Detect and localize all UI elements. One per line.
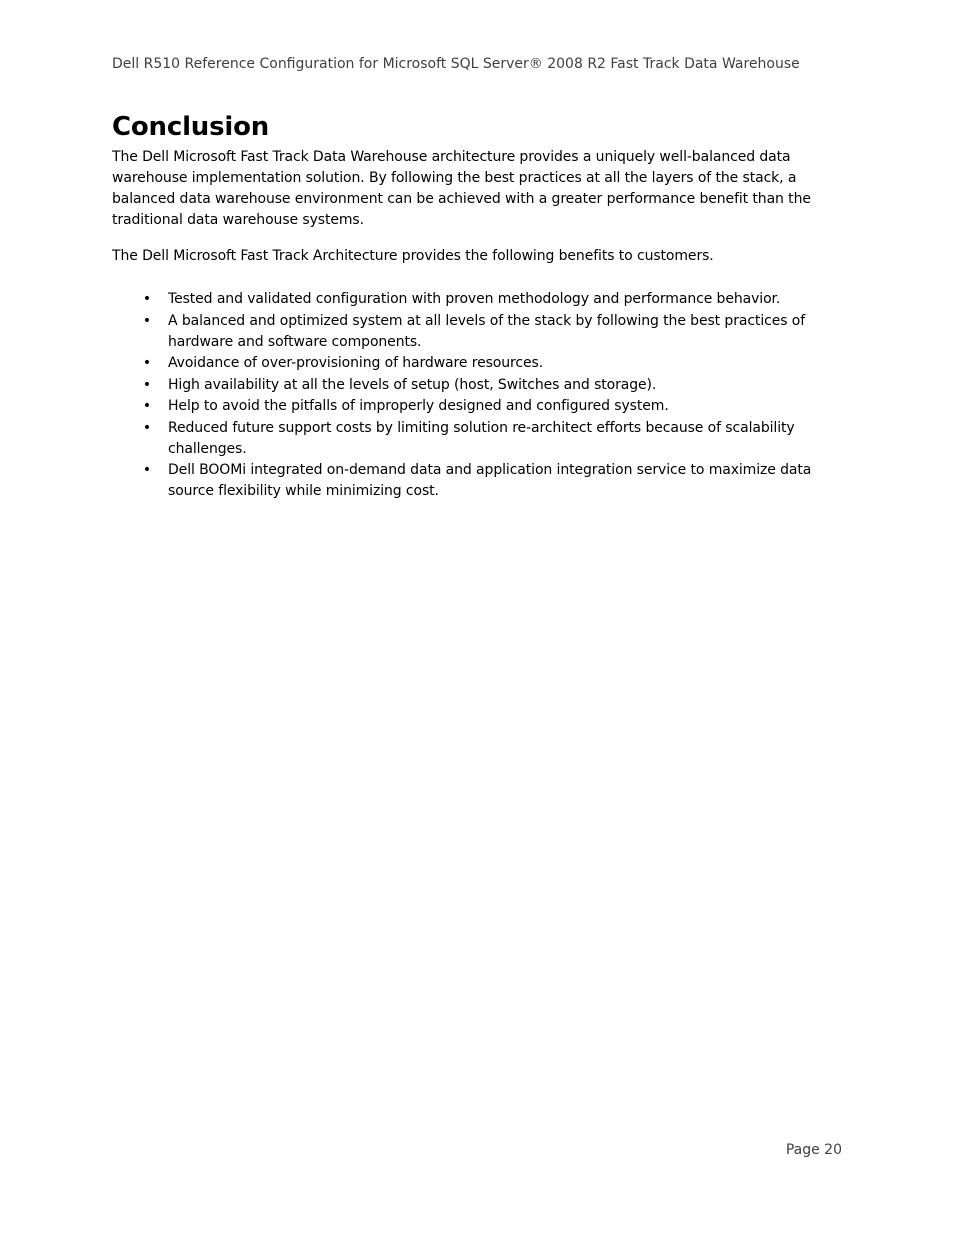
- bullet-icon: •: [142, 398, 152, 414]
- benefits-list: [112, 289, 842, 502]
- list-item-text: A balanced and optimized system at all levels of the stack by following the best practices of hardware and software components.: [168, 312, 806, 350]
- section-body: [112, 147, 842, 503]
- bullet-icon: •: [142, 419, 152, 436]
- list-item-text: High availability at all the levels of setup (host, Switches and storage).: [168, 376, 657, 393]
- section-title: Conclusion: [112, 112, 270, 142]
- list-item: [112, 418, 842, 460]
- list-item-text: Help to avoid the pitfalls of improperly designed and configured system.: [168, 398, 669, 414]
- bullet-icon: •: [142, 376, 152, 393]
- intro-paragraph: The Dell Microsoft Fast Track Data Warehouse architecture provides a uniquely well-balanced data warehouse implementation solution. By following the best practices at all the layers of the stack, a balanced data warehouse environment can be achieved with a greater performance benefit than the traditional data warehouse systems.: [112, 149, 811, 228]
- bullet-icon: •: [142, 355, 152, 371]
- list-item: [112, 375, 842, 396]
- list-item-text: Reduced future support costs by limiting solution re-architect efforts because of scalability challenges.: [168, 419, 795, 457]
- list-item: [112, 289, 842, 310]
- list-item-text: Avoidance of over-provisioning of hardware resources.: [168, 355, 544, 371]
- list-item: [112, 353, 842, 374]
- page-number: Page 20: [785, 1142, 842, 1158]
- bullet-icon: •: [142, 312, 152, 329]
- benefits-lead-paragraph: The Dell Microsoft Fast Track Architecture provides the following benefits to customers.: [112, 248, 714, 264]
- running-header: Dell R510 Reference Configuration for Microsoft SQL Server® 2008 R2 Fast Track Data Warehouse: [112, 56, 800, 72]
- bullet-icon: •: [142, 462, 152, 478]
- list-item: [112, 311, 842, 353]
- bullet-icon: •: [142, 291, 152, 307]
- list-item-text: Dell BOOMi integrated on-demand data and application integration service to maximize data source flexibility while minimizing cost.: [168, 462, 812, 499]
- list-item: [112, 396, 842, 417]
- list-item-text: Tested and validated configuration with proven methodology and performance behavior.: [168, 291, 781, 307]
- list-item: [112, 460, 842, 502]
